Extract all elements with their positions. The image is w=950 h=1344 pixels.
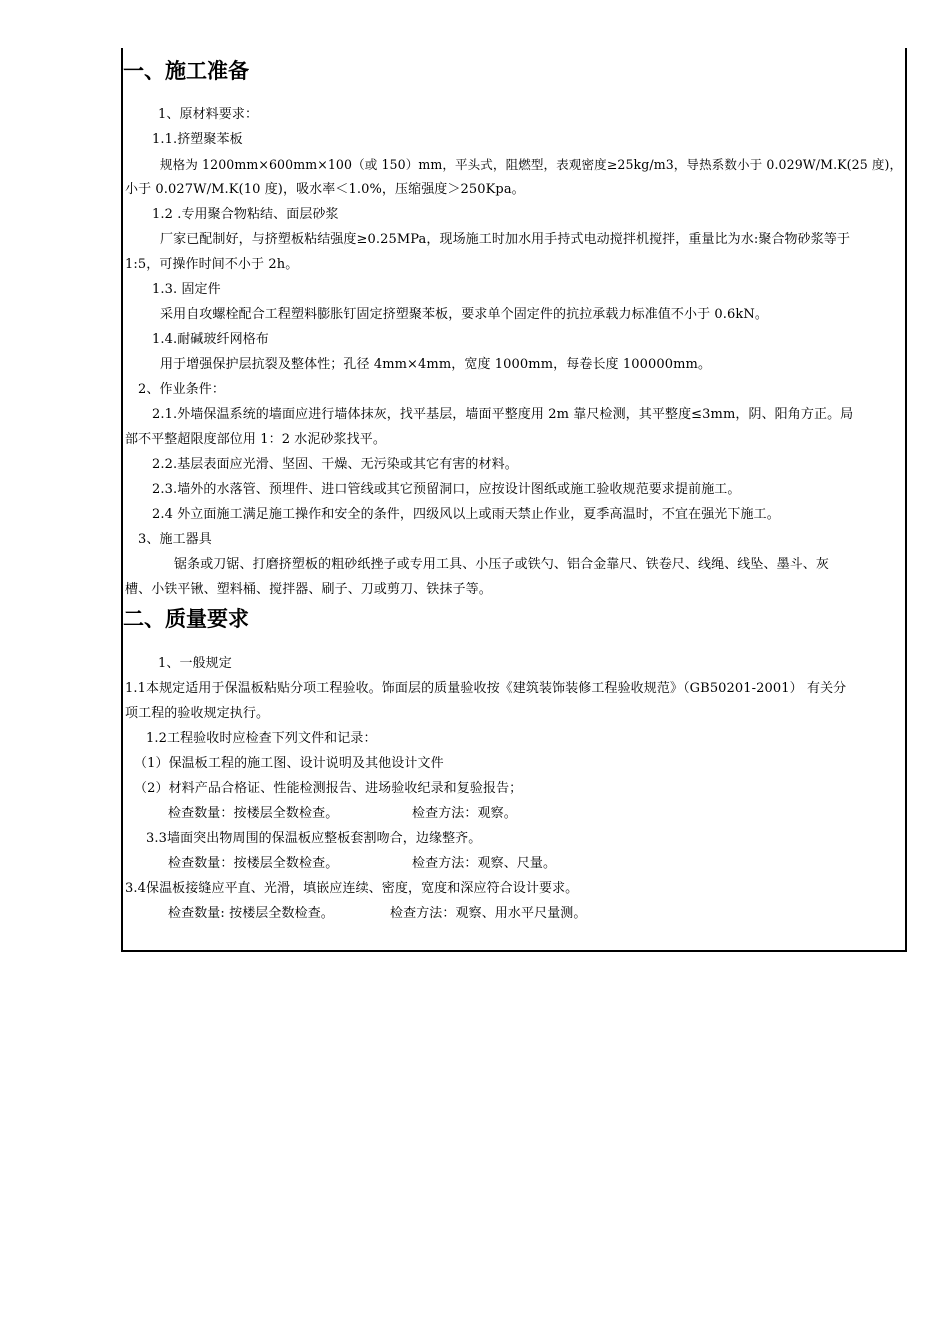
item-3-4: 3.4保温板接缝应平直、光滑，填嵌应连续、密度，宽度和深应符合设计要求。 <box>125 881 579 896</box>
general-heading: 1、一般规定 <box>158 656 232 671</box>
item-2-1-text-2: 部不平整超限度部位用 1：2 水泥砂浆找平。 <box>125 432 387 447</box>
item-1-2-text-1: 厂家已配制好，与挤塑板粘结强度≥0.25MPa，现场施工时加水用手持式电动搅拌机搅拌，重量比为水:聚合物砂浆等于 <box>160 232 851 247</box>
tools-line-2: 槽、小铁平锹、塑料桶、搅拌器、刷子、刀或剪刀、铁抹子等。 <box>125 582 492 597</box>
item-1-2-heading: 1.2 .专用聚合物粘结、面层砂浆 <box>152 207 339 222</box>
materials-heading: 1、原材料要求： <box>158 107 259 122</box>
item-1-4-heading: 1.4.耐碱玻纤网格布 <box>152 332 269 347</box>
item-1-4-text-1: 用于增强保护层抗裂及整体性；孔径 4mm×4mm，宽度 1000mm，每卷长度 100000mm。 <box>160 357 712 372</box>
doc-2: （2）材料产品合格证、性能检测报告、进场验收纪录和复验报告； <box>134 781 523 796</box>
check-3-method: 检查方法：观察、用水平尺量测。 <box>390 906 587 921</box>
item-1-2-records: 1.2工程验收时应检查下列文件和记录： <box>146 731 377 746</box>
item-2-4: 2.4 外立面施工满足施工操作和安全的条件，四级风以上或雨天禁止作业，夏季高温时，不宜在强光下施工。 <box>152 507 780 522</box>
item-1-3-text-1: 采用自攻螺栓配合工程塑料膨胀钉固定挤塑聚苯板，要求单个固定件的抗拉承载力标准值不小于 0.6kN。 <box>160 307 768 322</box>
check-1-method: 检查方法：观察。 <box>412 806 517 821</box>
check-1-quantity: 检查数量：按楼层全数检查。 <box>168 806 339 821</box>
check-2-quantity: 检查数量：按楼层全数检查。 <box>168 856 339 871</box>
item-1-1-scope-1: 1.1本规定适用于保温板粘贴分项工程验收。饰面层的质量验收按《建筑装饰装修工程验收规范》（GB50201-2001） 有关分 <box>125 681 847 696</box>
document-frame <box>121 48 907 952</box>
tools-line-1: 锯条或刀锯、打磨挤塑板的粗砂纸挫子或专用工具、小压子或铁勺、铝合金靠尺、铁卷尺、线绳、线坠、墨斗、灰 <box>174 557 830 572</box>
item-1-1-text-1: 规格为 1200mm×600mm×100（或 150）mm，平头式，阻燃型，表观密度≥25kg/m3，导热系数小于 0.029W/M.K(25 度)， <box>160 157 903 172</box>
doc-1: （1）保温板工程的施工图、设计说明及其他设计文件 <box>134 756 444 771</box>
check-2-method: 检查方法：观察、尺量。 <box>412 856 557 871</box>
item-1-2-text-2: 1:5，可操作时间不小于 2h。 <box>125 257 299 272</box>
tools-heading: 3、施工器具 <box>138 532 212 547</box>
item-3-3: 3.3墙面突出物周围的保温板应整板套割吻合，边缘整齐。 <box>146 831 482 846</box>
section-2-title: 二、质量要求 <box>123 606 249 631</box>
conditions-heading: 2、作业条件： <box>138 382 225 397</box>
item-1-1-heading: 1.1.挤塑聚苯板 <box>152 132 243 147</box>
item-2-1-text-1: 2.1.外墙保温系统的墙面应进行墙体抹灰，找平基层，墙面平整度用 2m 靠尺检测，其平整度≤3mm，阴、阳角方正。局 <box>152 407 854 422</box>
section-1-title: 一、施工准备 <box>123 58 249 83</box>
item-2-3: 2.3.墙外的水落管、预埋件、进口管线或其它预留洞口，应按设计图纸或施工验收规范要求提前施工。 <box>152 482 741 497</box>
item-1-3-heading: 1.3. 固定件 <box>152 282 221 297</box>
item-2-2: 2.2.基层表面应光滑、坚固、干燥、无污染或其它有害的材料。 <box>152 457 518 472</box>
check-3-quantity: 检查数量: 按楼层全数检查。 <box>168 906 334 921</box>
item-1-1-scope-2: 项工程的验收规定执行。 <box>125 706 270 721</box>
item-1-1-text-2: 小于 0.027W/M.K(10 度)，吸水率＜1.0%，压缩强度＞250Kpa。 <box>125 182 525 197</box>
